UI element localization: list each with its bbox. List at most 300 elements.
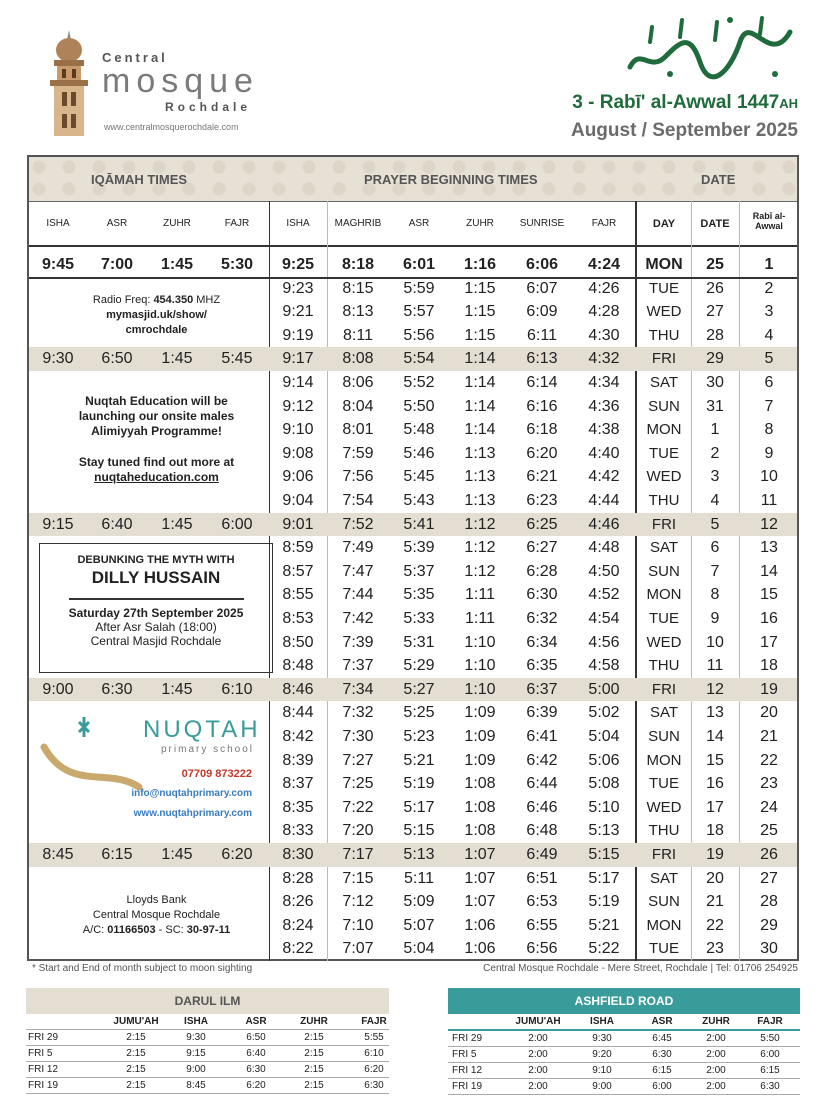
col-zuhr: ZUHR <box>702 1016 730 1027</box>
cell-fajr: 5:15 <box>588 846 620 863</box>
nuqtah-education-link[interactable]: nuqtaheducation.com <box>94 470 219 484</box>
cell-date: 28 <box>706 326 724 344</box>
cell-maghrib: 7:42 <box>342 610 374 627</box>
school-subtitle: primary school <box>161 744 255 755</box>
table-cell: 6:15 <box>652 1065 672 1076</box>
table-row <box>26 1030 389 1046</box>
col-jumuah: JUMU'AH <box>515 1016 561 1027</box>
cell-zuhr: 1:12 <box>464 539 496 557</box>
table-cell: 2:00 <box>706 1081 726 1092</box>
cell-hijri-date: 15 <box>760 586 778 604</box>
cell-day: WED <box>646 303 682 321</box>
cell-maghrib: 7:32 <box>342 704 374 722</box>
cell-isha: 8:55 <box>282 586 314 604</box>
cell-isha: 8:57 <box>282 562 314 580</box>
cell-asr: 5:11 <box>404 869 434 887</box>
cell-day: MON <box>646 421 682 439</box>
cell-fajr: 4:40 <box>588 444 620 462</box>
cell-date: 8 <box>710 586 720 604</box>
event-box <box>39 543 273 673</box>
cell-asr: 5:09 <box>403 893 435 911</box>
ashfield-table <box>448 988 800 1095</box>
cell-isha: 9:17 <box>282 350 314 368</box>
cell-fajr: 4:30 <box>588 326 620 344</box>
col-asr: ASR <box>408 218 430 229</box>
cell-zuhr: 1:10 <box>464 657 496 675</box>
cell-zuhr: 1:08 <box>464 798 496 816</box>
footnote: * Start and End of month subject to moon sighting <box>32 963 253 974</box>
iqamah-isha: 9:15 <box>42 515 74 533</box>
cell-day: SUN <box>648 397 680 415</box>
cell-sunrise: 6:16 <box>526 397 558 415</box>
cell-sunrise: 6:23 <box>526 492 558 509</box>
cell-date: 17 <box>706 798 724 816</box>
cell-hijri-date: 16 <box>760 610 778 627</box>
col-zuhr: ZUHR <box>300 1016 328 1027</box>
col-jumuah: JUMU'AH <box>113 1016 159 1027</box>
mosque-address: Central Mosque Rochdale - Mere Street, Rochdale | Tel: 01706 254925 <box>483 963 798 974</box>
cell-zuhr: 1:12 <box>464 515 496 533</box>
table-cell: 2:15 <box>126 1048 146 1059</box>
cell-fajr: 4:52 <box>588 586 620 604</box>
nuqtah-primary-ad <box>39 712 274 842</box>
cell-hijri-date: 12 <box>760 515 778 533</box>
cell-day: FRI <box>651 846 677 863</box>
cell-day: FRI <box>651 350 677 368</box>
timetable-row <box>29 347 797 371</box>
cell-asr: 6:01 <box>402 256 436 273</box>
col-fajr: FAJR <box>591 218 617 229</box>
cell-hijri-date: 24 <box>760 798 778 816</box>
table-cell: FRI 29 <box>28 1032 59 1043</box>
cell-day: TUE <box>649 279 679 297</box>
cell-maghrib: 7:30 <box>342 728 374 745</box>
school-name: NUQTAH <box>143 716 261 743</box>
cell-asr: 5:19 <box>403 775 435 793</box>
table-cell: 5:55 <box>364 1032 384 1043</box>
cell-date: 9 <box>710 610 720 627</box>
table-cell: 6:50 <box>246 1032 266 1043</box>
iqamah-fajr: 6:10 <box>221 680 253 698</box>
iqamah-times-heading: IQĀMAH TIMES <box>91 172 188 187</box>
cell-sunrise: 6:11 <box>527 326 557 344</box>
iqamah-zuhr: 1:45 <box>161 515 193 533</box>
radio-url-2: cmrochdale <box>125 324 188 336</box>
cell-sunrise: 6:09 <box>526 303 558 321</box>
iqamah-isha: 8:45 <box>42 846 74 863</box>
cell-hijri-date: 17 <box>760 633 778 651</box>
iqamah-zuhr: 1:45 <box>161 350 193 368</box>
cell-fajr: 4:32 <box>588 350 620 368</box>
iqamah-zuhr: 1:45 <box>161 680 193 698</box>
cell-isha: 9:10 <box>282 421 314 439</box>
cell-asr: 5:31 <box>403 633 435 651</box>
cell-hijri-date: 1 <box>764 256 774 273</box>
cell-day: SUN <box>648 893 680 911</box>
cell-hijri-date: 21 <box>760 728 778 745</box>
cell-sunrise: 6:27 <box>526 539 558 557</box>
cell-day: FRI <box>651 680 677 698</box>
cell-fajr: 5:22 <box>588 940 620 958</box>
cell-sunrise: 6:20 <box>526 444 558 462</box>
cell-sunrise: 6:13 <box>526 350 558 368</box>
cell-date: 7 <box>710 562 720 580</box>
table-cell: 6:20 <box>246 1080 266 1091</box>
table-cell: 9:30 <box>186 1032 206 1043</box>
table-row <box>26 1078 389 1094</box>
cell-fajr: 5:06 <box>588 751 620 769</box>
cell-day: SAT <box>649 869 679 887</box>
iqamah-fajr: 5:45 <box>221 350 253 368</box>
cell-asr: 5:04 <box>403 940 435 958</box>
cell-fajr: 4:48 <box>588 539 620 557</box>
iqamah-asr: 6:50 <box>101 350 133 368</box>
col-isha: ISHA <box>184 1016 208 1027</box>
iqamah-zuhr: 1:45 <box>160 256 194 273</box>
table-cell: 6:15 <box>760 1065 780 1076</box>
acc-label: A/C: <box>82 924 108 936</box>
cell-isha: 9:12 <box>282 397 314 415</box>
cell-date: 4 <box>710 492 720 509</box>
cell-sunrise: 6:21 <box>526 468 558 486</box>
cell-fajr: 4:44 <box>588 492 620 509</box>
cell-zuhr: 1:14 <box>464 397 496 415</box>
cell-date: 14 <box>706 728 724 745</box>
cell-hijri-date: 4 <box>764 326 774 344</box>
col-asr: ASR <box>245 1016 267 1027</box>
cell-sunrise: 6:07 <box>526 279 558 297</box>
school-website[interactable]: www.nuqtahprimary.com <box>133 808 252 819</box>
cell-isha: 9:14 <box>282 374 314 391</box>
cell-fajr: 4:50 <box>588 562 620 580</box>
cell-zuhr: 1:06 <box>464 916 496 934</box>
cell-sunrise: 6:28 <box>526 562 558 580</box>
timetable-row <box>29 253 797 279</box>
col-hijri-date: Rabī al-Awwal <box>752 211 786 231</box>
cell-fajr: 5:17 <box>588 869 620 887</box>
cell-asr: 5:39 <box>403 539 435 557</box>
hijri-month-text: 3 - Rabī' al-Awwal 1447 <box>572 92 780 113</box>
cell-date: 1 <box>710 421 720 439</box>
cell-zuhr: 1:13 <box>464 468 496 486</box>
cell-sunrise: 6:51 <box>526 869 558 887</box>
cell-date: 18 <box>706 822 724 840</box>
cell-maghrib: 8:06 <box>342 374 374 391</box>
cell-isha: 8:59 <box>282 539 314 557</box>
cell-isha: 9:08 <box>282 444 314 462</box>
arabic-calligraphy-icon <box>620 12 800 84</box>
iqamah-isha: 9:00 <box>42 680 74 698</box>
table-cell: 6:20 <box>364 1064 384 1075</box>
cell-asr: 5:37 <box>403 562 435 580</box>
darul-ilm-columns <box>26 1014 389 1030</box>
cell-asr: 5:33 <box>403 610 435 627</box>
ashfield-rows <box>448 1031 800 1095</box>
cell-day: THU <box>648 492 680 509</box>
cell-sunrise: 6:55 <box>526 916 558 934</box>
cell-date: 15 <box>706 751 724 769</box>
timetable-row <box>29 937 797 961</box>
table-cell: 2:15 <box>304 1048 324 1059</box>
ashfield-title: ASHFIELD ROAD <box>448 988 800 1014</box>
table-cell: 2:15 <box>126 1080 146 1091</box>
cell-fajr: 4:46 <box>588 515 620 533</box>
cell-date: 23 <box>706 940 724 958</box>
table-cell: 2:00 <box>528 1081 548 1092</box>
cell-asr: 5:56 <box>403 326 435 344</box>
cell-hijri-date: 20 <box>760 704 778 722</box>
cell-hijri-date: 5 <box>764 350 774 368</box>
cell-maghrib: 7:37 <box>342 657 374 675</box>
cell-hijri-date: 8 <box>764 421 774 439</box>
table-row <box>448 1047 800 1063</box>
cell-zuhr: 1:06 <box>464 940 496 958</box>
cell-hijri-date: 6 <box>764 374 774 391</box>
cell-maghrib: 7:27 <box>342 751 374 769</box>
cell-zuhr: 1:13 <box>464 492 496 509</box>
cell-isha: 9:01 <box>282 515 314 533</box>
cell-isha: 9:06 <box>282 468 314 486</box>
radio-url-1: mymasjid.uk/show/ <box>106 309 207 321</box>
cell-date: 25 <box>706 256 724 273</box>
cell-date: 30 <box>706 374 724 391</box>
cell-hijri-date: 29 <box>760 916 778 934</box>
cell-zuhr: 1:14 <box>464 350 496 368</box>
table-cell: 6:00 <box>760 1049 780 1060</box>
cell-isha: 8:22 <box>282 940 314 958</box>
cell-maghrib: 8:15 <box>342 279 374 297</box>
hijri-suffix: AH <box>779 96 798 111</box>
cell-maghrib: 8:13 <box>342 303 374 321</box>
cell-sunrise: 6:30 <box>526 586 558 604</box>
cell-zuhr: 1:07 <box>464 869 496 887</box>
cell-date: 10 <box>706 633 724 651</box>
darul-ilm-rows <box>26 1030 389 1094</box>
table-cell: 2:15 <box>126 1032 146 1043</box>
table-cell: 2:15 <box>304 1080 324 1091</box>
iqamah-isha: 9:30 <box>42 350 74 368</box>
cell-zuhr: 1:07 <box>464 893 496 911</box>
notice-line: launching our onsite males <box>78 409 235 423</box>
cell-isha: 9:21 <box>282 303 314 321</box>
cell-maghrib: 7:47 <box>342 562 374 580</box>
cell-date: 5 <box>710 515 720 533</box>
table-cell: 6:40 <box>246 1048 266 1059</box>
cell-sunrise: 6:06 <box>525 256 559 273</box>
table-cell: 6:00 <box>652 1081 672 1092</box>
col-asr: ASR <box>651 1016 673 1027</box>
cell-day: WED <box>646 798 682 816</box>
timetable-row <box>29 513 797 537</box>
cell-day: FRI <box>651 515 677 533</box>
cell-isha: 8:35 <box>282 798 314 816</box>
table-cell: 6:45 <box>652 1033 672 1044</box>
cell-day: THU <box>648 657 680 675</box>
school-phone: 07709 873222 <box>181 768 252 780</box>
cell-maghrib: 8:04 <box>342 397 374 415</box>
table-cell: 2:00 <box>706 1049 726 1060</box>
nuqtah-education-notice <box>39 394 274 485</box>
cell-maghrib: 7:25 <box>342 775 374 793</box>
cell-isha: 8:53 <box>282 610 314 627</box>
cell-fajr: 4:58 <box>588 657 620 675</box>
iqamah-fajr: 6:20 <box>221 846 253 863</box>
cell-maghrib: 7:39 <box>342 633 374 651</box>
cell-fajr: 5:04 <box>588 728 620 745</box>
iqamah-zuhr: 1:45 <box>161 846 193 863</box>
col-isha: ISHA <box>590 1016 614 1027</box>
cell-day: MON <box>645 256 683 273</box>
cell-sunrise: 6:53 <box>526 893 558 911</box>
cell-fajr: 4:38 <box>588 421 620 439</box>
event-title-line: DEBUNKING THE MYTH WITH <box>77 554 235 566</box>
cell-maghrib: 7:22 <box>342 798 374 816</box>
cell-fajr: 5:08 <box>588 775 620 793</box>
iqamah-fajr: 5:30 <box>220 256 254 273</box>
cell-maghrib: 7:20 <box>342 822 374 840</box>
event-divider <box>69 598 244 600</box>
cell-asr: 5:17 <box>403 798 435 816</box>
cell-day: THU <box>648 326 680 344</box>
cell-day: SAT <box>649 374 679 391</box>
hijri-month-title <box>572 92 798 114</box>
cell-hijri-date: 3 <box>764 303 774 321</box>
col-asr-iqamah: ASR <box>106 218 128 229</box>
table-cell: 9:15 <box>186 1048 206 1059</box>
table-cell: 2:00 <box>528 1065 548 1076</box>
col-sunrise: SUNRISE <box>519 218 565 229</box>
notice-line: Stay tuned find out more at <box>78 455 235 469</box>
cell-fajr: 4:34 <box>588 374 620 391</box>
cell-maghrib: 7:12 <box>342 893 374 911</box>
cell-zuhr: 1:12 <box>464 562 496 580</box>
table-cell: FRI 12 <box>28 1064 59 1075</box>
cell-day: TUE <box>649 775 679 793</box>
col-maghrib: MAGHRIB <box>334 218 382 229</box>
radio-freq <box>39 293 274 308</box>
table-cell: 6:10 <box>364 1048 384 1059</box>
cell-maghrib: 7:17 <box>342 846 374 863</box>
table-cell: 2:15 <box>126 1064 146 1075</box>
table-cell: 9:10 <box>592 1065 612 1076</box>
cell-fajr: 4:56 <box>588 633 620 651</box>
cell-date: 21 <box>706 893 724 911</box>
cell-hijri-date: 27 <box>760 869 778 887</box>
table-cell: FRI 19 <box>452 1081 483 1092</box>
cell-zuhr: 1:14 <box>464 421 496 439</box>
cell-zuhr: 1:11 <box>465 586 495 604</box>
cell-sunrise: 6:32 <box>526 610 558 627</box>
cell-zuhr: 1:11 <box>465 610 495 627</box>
cell-zuhr: 1:09 <box>464 751 496 769</box>
col-fajr-iqamah: FAJR <box>224 218 250 229</box>
table-cell: FRI 5 <box>452 1049 477 1060</box>
cell-isha: 8:28 <box>282 869 314 887</box>
table-cell: FRI 29 <box>452 1033 483 1044</box>
cell-day: MON <box>646 916 682 934</box>
cell-asr: 5:27 <box>403 680 435 698</box>
cell-date: 26 <box>706 279 724 297</box>
cell-hijri-date: 26 <box>760 846 778 863</box>
cell-asr: 5:15 <box>403 822 435 840</box>
cell-isha: 8:42 <box>282 728 314 745</box>
table-cell: 2:00 <box>528 1049 548 1060</box>
table-row <box>448 1079 800 1095</box>
cell-fajr: 4:54 <box>588 610 620 627</box>
cell-isha: 9:23 <box>282 279 314 297</box>
cell-zuhr: 1:15 <box>464 303 496 321</box>
cell-isha: 8:24 <box>282 916 314 934</box>
table-cell: 6:30 <box>760 1081 780 1092</box>
nuqtah-logo-icon <box>39 712 149 792</box>
bank-details <box>39 893 274 938</box>
iqamah-asr: 6:30 <box>101 680 133 698</box>
cell-maghrib: 8:01 <box>342 421 374 439</box>
logo-central-text: Central <box>102 50 168 65</box>
cell-zuhr: 1:09 <box>464 728 496 745</box>
col-day: DAY <box>652 218 676 230</box>
table-row <box>448 1063 800 1079</box>
table-cell: 6:30 <box>652 1049 672 1060</box>
cell-asr: 5:35 <box>403 586 435 604</box>
cell-date: 11 <box>706 657 724 675</box>
cell-zuhr: 1:10 <box>464 680 496 698</box>
table-row <box>448 1031 800 1047</box>
cell-sunrise: 6:41 <box>526 728 558 745</box>
cell-day: MON <box>646 586 682 604</box>
cell-date: 22 <box>706 916 724 934</box>
cell-date: 13 <box>706 704 724 722</box>
cell-isha: 8:26 <box>282 893 314 911</box>
cell-maghrib: 7:59 <box>342 444 374 462</box>
cell-date: 31 <box>706 397 724 415</box>
table-cell: 2:15 <box>304 1032 324 1043</box>
notice-line: Alimiyyah Programme! <box>91 424 222 438</box>
cell-day: MON <box>646 751 682 769</box>
cell-date: 16 <box>706 775 724 793</box>
cell-isha: 8:48 <box>282 657 314 675</box>
cell-hijri-date: 13 <box>760 539 778 557</box>
radio-notice <box>39 293 274 338</box>
col-fajr: FAJR <box>361 1016 387 1027</box>
event-venue: Central Masjid Rochdale <box>90 634 222 648</box>
cell-maghrib: 7:10 <box>342 916 374 934</box>
cell-sunrise: 6:34 <box>526 633 558 651</box>
school-email[interactable]: info@nuqtahprimary.com <box>131 788 252 799</box>
cell-zuhr: 1:15 <box>464 279 496 297</box>
cell-fajr: 5:10 <box>588 798 620 816</box>
timetable <box>27 155 799 961</box>
cell-day: SUN <box>648 562 680 580</box>
radio-frequency: 454.350 <box>153 294 194 306</box>
cell-asr: 5:13 <box>403 846 435 863</box>
cell-asr: 5:48 <box>403 421 435 439</box>
cell-date: 3 <box>710 468 720 486</box>
ashfield-columns <box>448 1014 800 1031</box>
cell-asr: 5:43 <box>403 492 435 509</box>
iqamah-asr: 6:40 <box>101 515 133 533</box>
table-cell: FRI 12 <box>452 1065 483 1076</box>
table-row <box>26 1062 389 1078</box>
cell-day: WED <box>646 633 682 651</box>
col-zuhr-iqamah: ZUHR <box>163 218 191 229</box>
cell-sunrise: 6:18 <box>526 421 558 439</box>
cell-fajr: 5:00 <box>588 680 620 698</box>
cell-zuhr: 1:09 <box>464 704 496 722</box>
cell-sunrise: 6:48 <box>526 822 558 840</box>
cell-fajr: 4:26 <box>588 279 620 297</box>
table-cell: 9:00 <box>186 1064 206 1075</box>
